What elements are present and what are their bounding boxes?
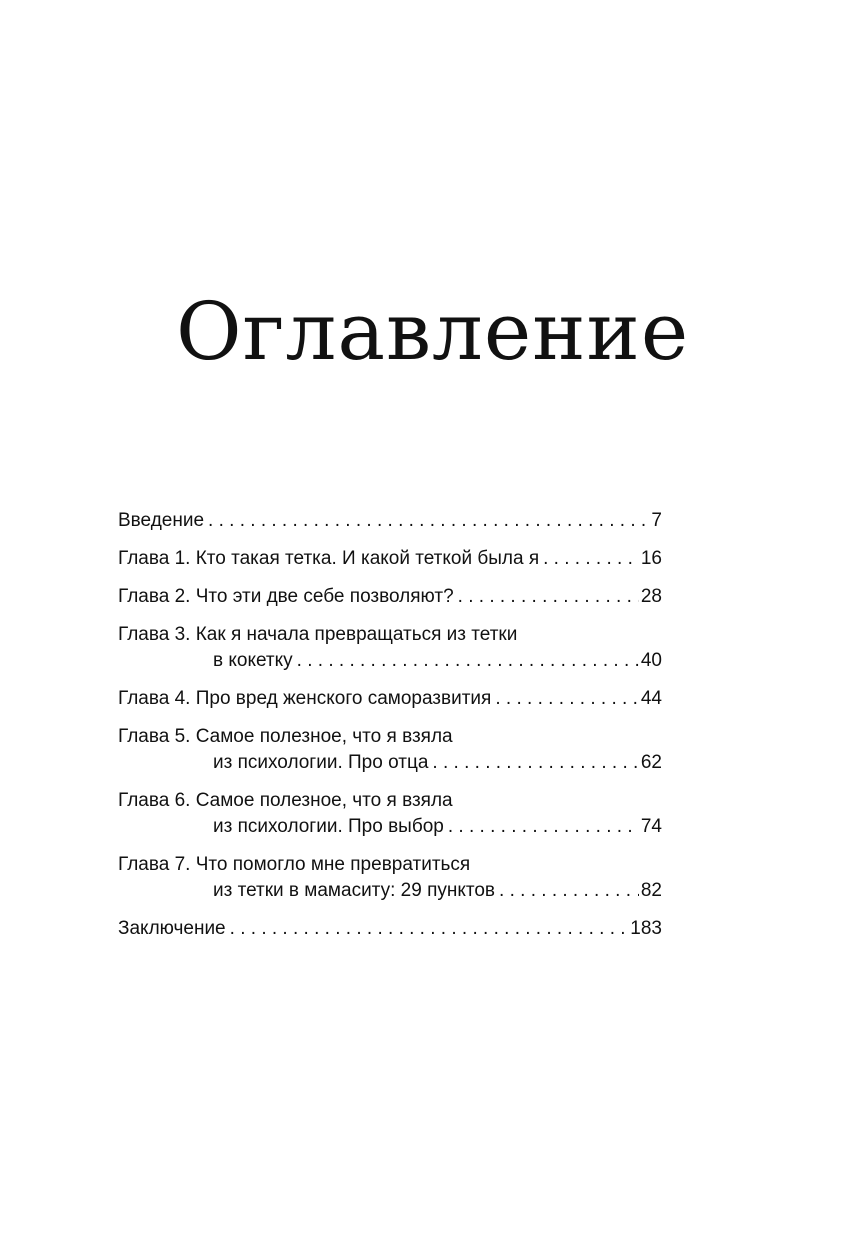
toc-entry-chapter-2[interactable] xyxy=(118,584,662,610)
toc-entry-chapter-7[interactable] xyxy=(118,852,662,904)
toc-entry-title: Глава 4. Про вред женского саморазвития xyxy=(118,688,492,709)
toc-page-number: 62 xyxy=(640,752,662,773)
toc-entry-title-continuation: из тетки в мамаситу: 29 пунктов xyxy=(213,880,496,901)
toc-entry-title: Глава 3. Как я начала превращаться из тетки xyxy=(118,624,518,645)
toc-page-number: 40 xyxy=(640,650,662,671)
table-of-contents xyxy=(118,508,662,954)
toc-line xyxy=(118,686,662,712)
toc-line-continuation xyxy=(118,750,662,776)
toc-line-continuation xyxy=(118,814,662,840)
toc-page-number: 16 xyxy=(640,548,662,569)
toc-entry-title-continuation: из психологии. Про выбор xyxy=(213,816,444,837)
toc-page-number: 7 xyxy=(651,510,662,531)
toc-page-number: 82 xyxy=(640,880,662,901)
toc-entry-chapter-3[interactable] xyxy=(118,622,662,674)
toc-entry-title: Глава 1. Кто такая тетка. И какой теткой была я xyxy=(118,548,540,569)
dot-leader xyxy=(543,546,639,572)
toc-entry-introduction[interactable] xyxy=(118,508,662,534)
toc-line xyxy=(118,546,662,572)
toc-entry-title: Глава 7. Что помогло мне превратиться xyxy=(118,854,471,875)
toc-line xyxy=(118,508,662,534)
toc-line xyxy=(118,852,662,878)
toc-entry-title: Глава 5. Самое полезное, что я взяла xyxy=(118,726,453,747)
toc-line-continuation xyxy=(118,648,662,674)
dot-leader xyxy=(499,878,639,904)
toc-line xyxy=(118,916,662,942)
toc-line xyxy=(118,622,662,648)
dot-leader xyxy=(432,750,638,776)
toc-line xyxy=(118,788,662,814)
dot-leader xyxy=(448,814,639,840)
toc-entry-conclusion[interactable] xyxy=(118,916,662,942)
toc-line xyxy=(118,724,662,750)
toc-entry-title: Глава 2. Что эти две себе позволяют? xyxy=(118,586,454,607)
toc-page-number: 44 xyxy=(640,688,662,709)
toc-entry-chapter-1[interactable] xyxy=(118,546,662,572)
toc-entry-title: Введение xyxy=(118,510,205,531)
dot-leader xyxy=(297,648,639,674)
dot-leader xyxy=(208,508,649,534)
toc-entry-title: Глава 6. Самое полезное, что я взяла xyxy=(118,790,453,811)
toc-page-number: 183 xyxy=(630,918,662,939)
toc-line xyxy=(118,584,662,610)
dot-leader xyxy=(458,584,639,610)
page-title: Оглавление xyxy=(176,285,690,378)
toc-entry-chapter-4[interactable] xyxy=(118,686,662,712)
toc-entry-title: Заключение xyxy=(118,918,226,939)
toc-page-number: 74 xyxy=(640,816,662,837)
toc-page-number: 28 xyxy=(640,586,662,607)
dot-leader xyxy=(230,916,629,942)
toc-entry-chapter-5[interactable] xyxy=(118,724,662,776)
toc-entry-title-continuation: из психологии. Про отца xyxy=(213,752,429,773)
toc-line-continuation xyxy=(118,878,662,904)
dot-leader xyxy=(495,686,639,712)
toc-entry-chapter-6[interactable] xyxy=(118,788,662,840)
toc-entry-title-continuation: в кокетку xyxy=(213,650,293,671)
